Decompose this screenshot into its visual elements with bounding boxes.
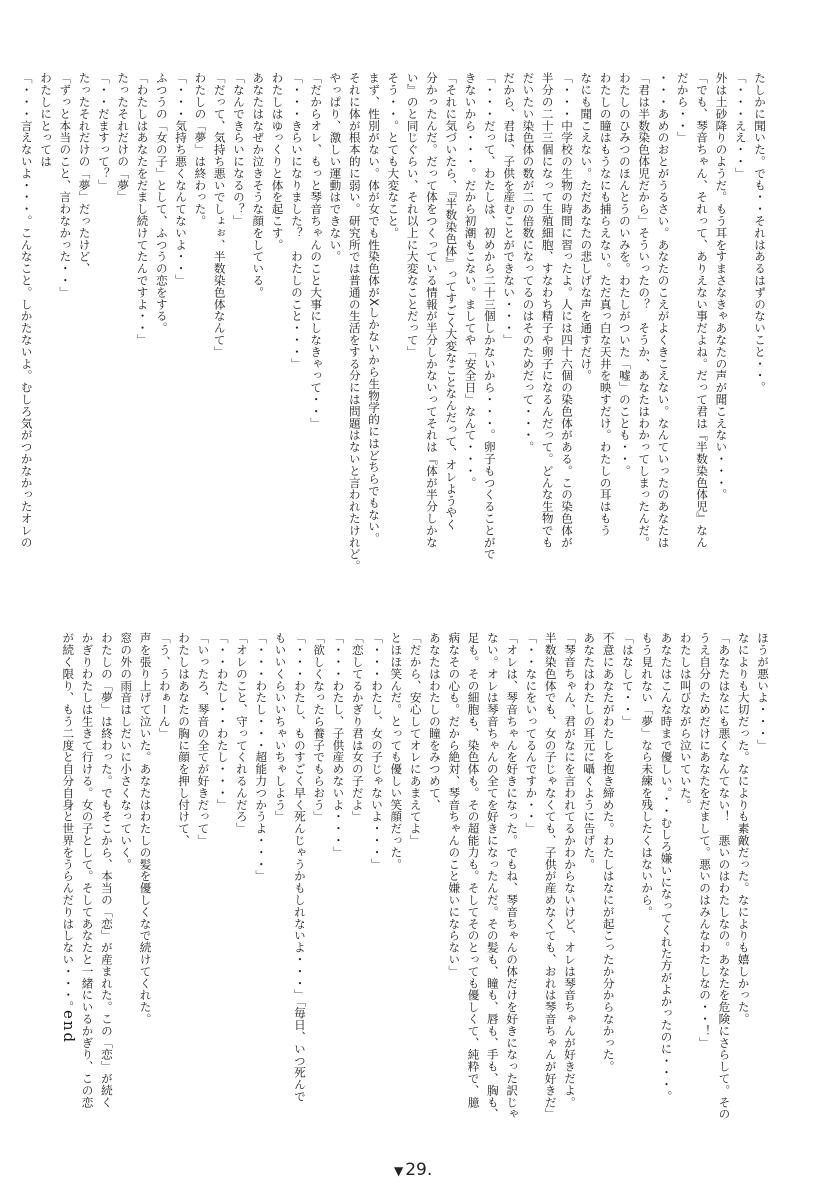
text-line: あなたはわたしの耳元に囁くように告げた。	[582, 632, 597, 870]
text-line: まず、性別がない。体が女でも性染色体がXしかないから生物学的にはどちらでもない。	[367, 72, 382, 545]
text-line: とほほ笑んだ。とっても優しい笑顔だった。	[389, 632, 404, 870]
text-line: わたしのひみつのほんとうのいみを。わたしがついた「嘘」のことも・・。	[617, 72, 632, 477]
text-line: わたしはゆっくりと体を起こす。	[270, 72, 285, 251]
text-line: 「・・なにをいってるんですか・・」	[524, 632, 539, 835]
text-line: あなたはなぜか泣きそうな顔をしている。	[251, 72, 266, 299]
text-line: 「あなたはなにも悪くなんてない！ 悪いのはわたしなの。あなたを危険にさらして。その	[717, 632, 732, 1120]
text-line: 「いったろ、琴音の全てが好きだって」	[196, 632, 211, 847]
text-line: ほうが悪いよ・・・」	[756, 632, 770, 751]
text-line: 声を張り上げて泣いた。あなたはわたしの髪を優しくなで続けてくれた。	[138, 632, 153, 1025]
text-line: たしかに聞いた。でも・・それはあるはずのないこと・・。	[753, 72, 767, 394]
text-line: わたしの瞳はもうなにも捕らえない。ただ真っ白な天井を映すだけ。わたしの耳はもう	[598, 72, 613, 537]
text-line: 「はなして・・」	[620, 632, 635, 728]
text-line: ・・・あめのおとがうるさい。あなたのこえがよくきこえない。なんていったのあなたは	[656, 72, 671, 548]
text-line: 病なその心も。だから絶対、琴音ちゃんのこと嫌いにならない」	[447, 632, 462, 978]
text-column-top	[19, 72, 769, 592]
text-line: 「・・・わたし、子供産めないよ・・・」	[331, 632, 346, 859]
text-line: あなたはこんな時まで優しい。・・むしろ嫌いになってくれた方がよかったのに・・・。	[659, 632, 674, 1103]
text-line: 不意にあなたがわたしを抱き締めた。わたしはなにが起こったか分からなかった。	[601, 632, 616, 1073]
text-line: 「ずっと本当のこと、言わなかった・・」	[58, 72, 73, 299]
text-line: 「・・・わたし、女の子じゃないよ・・・」	[370, 632, 385, 870]
text-line: 半数染色体でも、女の子じゃなくても、子供が産めなくても、おれは琴音ちゃんが好きだ」	[543, 632, 558, 1120]
text-line: 「それに気づいたら、『半数染色体』ってすごく大変なことなんだって、オレようやく	[444, 72, 459, 531]
page-number-text: 29.	[405, 1160, 433, 1180]
text-line: 「オレのこと、守ってくれるんだろ」	[234, 632, 249, 835]
text-line: 「琴音ちゃん、君がなにを言われてるかわからないけど、オレは琴音ちゃんが好きだよ。	[563, 632, 578, 1108]
text-line: 「だって、気持ち悪いでしょぉ、半数染色体なんて」	[212, 72, 227, 358]
text-line: 「だからオレ、もっと琴音ちゃんのこと大事にしなきゃって・・」	[309, 72, 324, 429]
text-line: 分かったんだ。だって体をつくっている情報が半分しかないってそれは『体が半分しかな	[424, 72, 439, 548]
text-column-bottom	[52, 632, 772, 1120]
text-line: そう・・。とても大変なこと。	[386, 72, 401, 239]
page-number	[394, 1160, 432, 1180]
text-line: たったそれだけの「夢」だったけど、	[77, 72, 92, 275]
text-line: それに体が根本的に弱い。研究所では普通の生活をする分には問題はないと言われたけれど。	[347, 72, 362, 572]
text-line: 「・・・きらいになりました？ わたしのこと・・・」	[289, 72, 304, 370]
text-line: なによりも大切だった。なによりも素敵だった。なによりも嬉しかった。	[736, 632, 751, 1025]
text-line: 「だから、安心してオレにあまえてよ」	[408, 632, 423, 847]
text-line: ない。オレは琴音ちゃんの全てを好きになったんだ。その髪も、瞳も、唇も、手も、胸も、	[485, 632, 500, 1120]
text-line: 「・・・わたし、ものすごく早く死んじゃうかもしれないよ・・・」「毎日、いつ死んで	[292, 632, 307, 1103]
text-line: きないから・・・。だから初潮もこない。ましてや「安全日」なんて・・・。	[463, 72, 478, 489]
text-line: い』のと同じぐらい、それ以上に大変なことだって」	[405, 72, 420, 358]
text-line: 「・・・気持ち悪くなんてないよ・・」	[174, 72, 189, 287]
text-line: だいたい染色体の数が二の倍数になってるのはそのためだって・・・。	[521, 72, 536, 453]
text-line: が続く限り、もう二度と自分自身と世界をうらんだりはしない・・・。	[61, 632, 76, 1013]
text-line: もう見れない「夢」なら未練を残したくはないから。	[640, 632, 655, 918]
text-line: 窓の外の雨音はしだいに小さくなっていく。	[119, 632, 134, 870]
text-line: 「・・・ええ・・」	[733, 72, 748, 180]
text-line: 「・・・だって、わたしは、初めから二十三個しかないから・・・。卵子もつくることがで	[482, 72, 497, 560]
text-line: 「恋してるかぎり君は女の子だよ」	[350, 632, 365, 823]
text-line: わたしはあなたの胸に顔を押し付けて、	[177, 632, 192, 847]
text-line: 外は土砂降りのようだ。もう耳をすまさなきゃあなたの声が聞こえない・・・。	[714, 72, 729, 501]
text-line: 「・・だますって？」	[96, 72, 111, 191]
text-line: 足も。その細胞も、染色体も。その超能力も。そしてそのとっても優しくて、純粋で、臆	[466, 632, 481, 1108]
end-mark: end	[60, 1010, 78, 1045]
text-line: 「・・・中学校の生物の時間に習ったよ。人には四十六個の染色体がある。この染色体が	[560, 72, 575, 548]
text-line: 「・・わたし・・わたし・・・」	[215, 632, 230, 811]
text-line: うえ自分のためだけにあなたをだまして。悪いのはみんなわたしなの・・！」	[698, 632, 713, 1049]
text-line: 「わたしはあなたをだまし続けてたんですよ・・」	[135, 72, 150, 346]
text-line: 半分の二十三個になって生殖細胞、すなわち精子や卵子になるんだって。どんな生物でも	[540, 72, 555, 548]
text-line: わたしの「夢」は終わった。	[193, 72, 208, 227]
text-line: 「・・・言えないよ・・・。こんなこと。しかたないよ。むしろ気がつかなかったオレの	[19, 72, 34, 548]
text-line: ふつうの「女の子」として、ふつうの恋をする。	[154, 72, 169, 334]
text-line: もいいくらいいちゃいちゃしよう」	[273, 632, 288, 823]
text-line: 「でも、琴音ちゃん、それって、ありえない事だよね。だって君は『半数染色体児』なん	[695, 72, 710, 548]
text-line: だから、君は、子供を産むことができない・・・」	[502, 72, 517, 346]
text-line: 「う、うわぁーん」	[157, 632, 172, 740]
down-triangle-icon: ▼	[394, 1164, 404, 1178]
text-line: あなたはわたしの瞳をみつめて、	[427, 632, 442, 811]
text-line: 「なんできらいになるの？」	[231, 72, 246, 227]
text-line: わたしは叫びながら泣いていた。	[678, 632, 693, 811]
text-line: なにも聞こえない。ただあなたの悲しげな声を通すだけ。	[579, 72, 594, 382]
text-line: だから・・」	[675, 72, 690, 144]
text-line: わたしにとっては	[39, 72, 54, 168]
text-line: かぎりわたしは生きて行ける。女の子として。そしてあなたと一緒にいるかぎり、この恋	[80, 632, 95, 1108]
text-line: やっぱり、激しい運動はできない。	[328, 72, 343, 263]
text-line: 「欲しくなったら養子でもらおう」	[312, 632, 327, 823]
text-line: 「君は半数染色体児だから」そういったの？ そうか、あなたはわかってしまったんだ。	[637, 72, 652, 548]
text-line: 「・・・わたし・・・超能力つかうよ・・・」	[254, 632, 269, 882]
text-line: たったそれだけの「夢」	[116, 72, 131, 203]
text-line: わたしの「夢」は終わった。でもそこから、本当の「恋」が産まれた。この「恋」が続く	[99, 632, 114, 1108]
text-line: 「オレは、琴音ちゃんを好きになった。でもね、琴音ちゃんの体だけを好きになった訳じゃ	[505, 632, 520, 1120]
